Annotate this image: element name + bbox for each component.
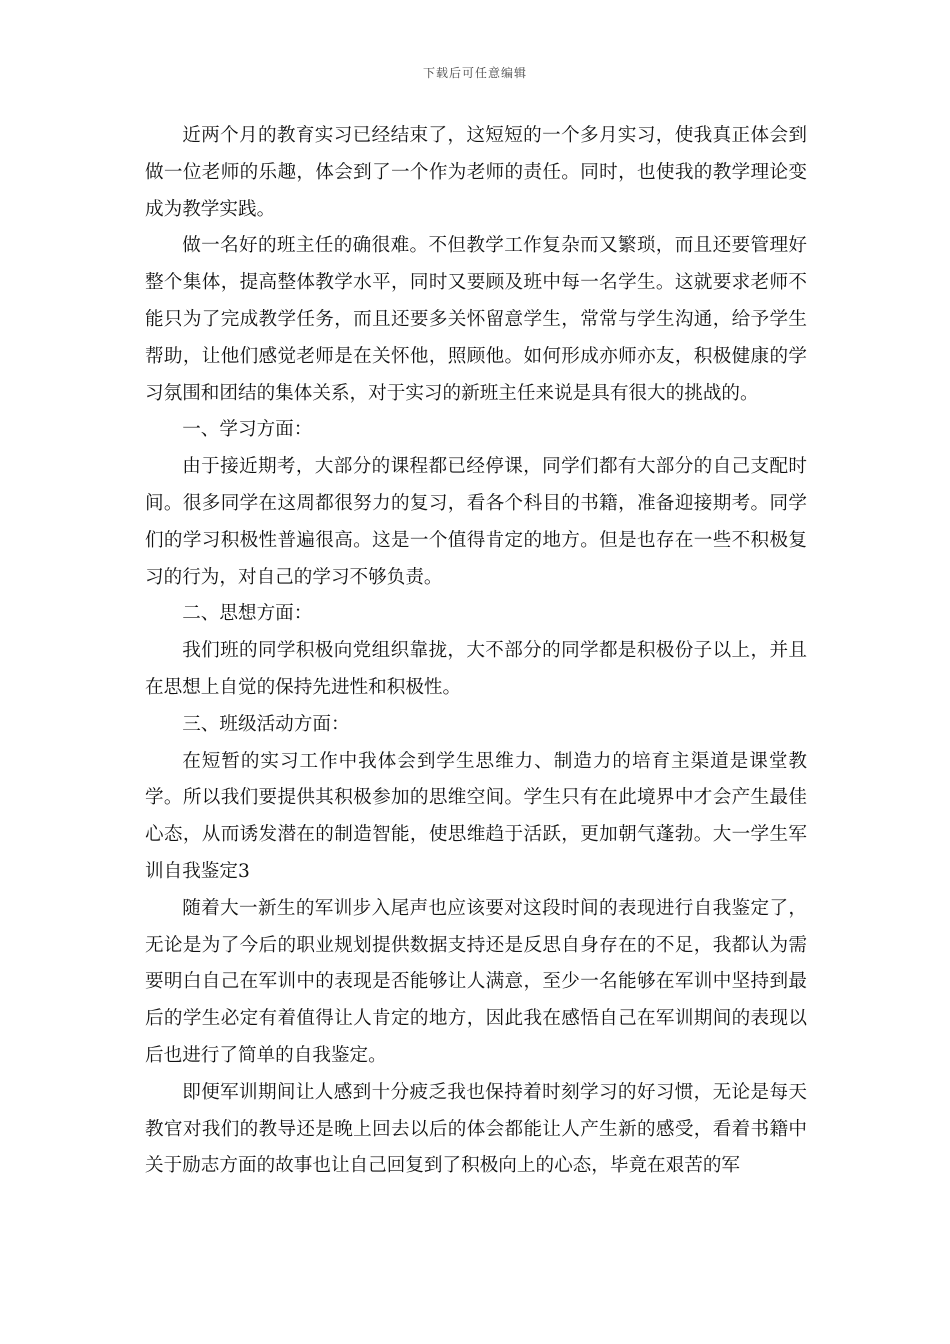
section-heading-thought: 二、思想方面： (182, 603, 313, 625)
paragraph-thought: 我们班的同学积极向党组织靠拢，大不部分的同学都是积极份子以上，并且在思想上自觉的保持先进性和积极性。 (145, 640, 807, 698)
paragraph-intro: 近两个月的教育实习已经结束了，这短短的一个多月实习，使我真正体会到做一位老师的乐趣，体会到了一个作为老师的责任。同时，也使我的教学理论变成为教学实践。 (145, 125, 807, 220)
header-note: 下载后可任意编辑 (422, 66, 527, 80)
section-heading-study: 一、学习方面： (182, 419, 313, 441)
paragraph-activity: 在短暂的实习工作中我体会到学生思维力、制造力的培育主渠道是课堂教学。所以我们要提供其积极参加的思维空间。学生只有在此境界中才会产生最佳心态，从而诱发潜在的制造智能，使思维趋于活跃，更加朝气蓬勃。大一学生军训自我鉴定3 (145, 750, 807, 882)
paragraph-military-training: 随着大一新生的军训步入尾声也应该要对这段时间的表现进行自我鉴定了，无论是为了今后的职业规划提供数据支持还是反思自身存在的不足，我都认为需要明白自己在军训中的表现是否能够让人满意，至少一名能够在军训中坚持到最后的学生必定有着值得让人肯定的地方，因此我在感悟自己在军训期间的表现以后也进行了简单的自我鉴定。 (145, 897, 807, 1066)
paragraph-head-teacher: 做一名好的班主任的确很难。不但教学工作复杂而又繁琐，而且还要管理好整个集体，提高整体教学水平，同时又要顾及班中每一名学生。这就要求老师不能只为了完成教学任务，而且还要多关怀留意学生，常常与学生沟通，给予学生帮助，让他们感觉老师是在关怀他，照顾他。如何形成亦师亦友，积极健康的学习氛围和团结的集体关系，对于实习的新班主任来说是具有很大的挑战的。 (145, 235, 807, 404)
paragraph-military-learning: 即便军训期间让人感到十分疲乏我也保持着时刻学习的好习惯，无论是每天教官对我们的教导还是晚上回去以后的体会都能让人产生新的感受，看着书籍中关于励志方面的故事也让自己回复到了积极向上的心态，毕竟在艰苦的军 (145, 1081, 807, 1177)
section-heading-activity: 三、班级活动方面： (182, 713, 350, 735)
paragraph-study: 由于接近期考，大部分的课程都已经停课，同学们都有大部分的自己支配时间。很多同学在这周都很努力的复习，看各个科目的书籍，准备迎接期考。同学们的学习积极性普遍很高。这是一个值得肯定的地方。但是也存在一些不积极复习的行为，对自己的学习不够负责。 (145, 456, 807, 588)
document-body (145, 118, 807, 1185)
